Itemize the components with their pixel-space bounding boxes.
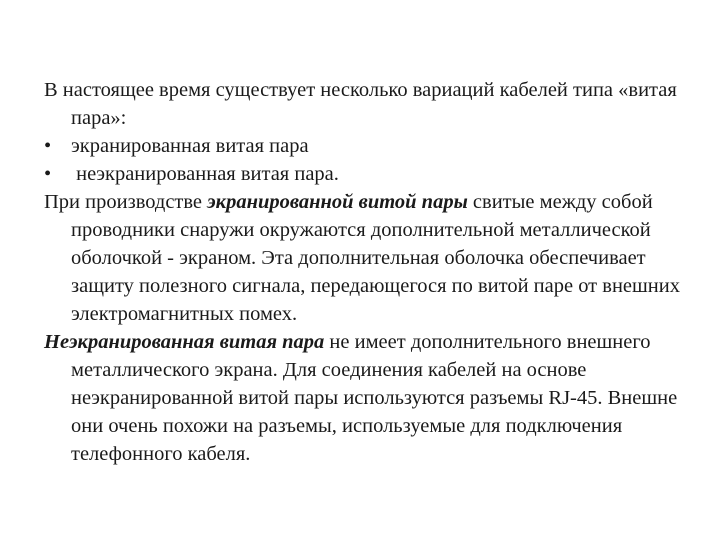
shielded-emphasis: экранированной витой пары xyxy=(207,191,468,213)
shielded-paragraph xyxy=(44,188,694,328)
shielded-rest: свитые между собой проводники снаружи окружаются дополнительной металлической оболочкой - экраном. Эта дополнительная оболочка обеспечивает защиту полезного сигнала, передающегося по витой паре от внешних электромагнитных помех. xyxy=(71,191,680,325)
unshielded-emphasis: Неэкранированная витая пара xyxy=(44,331,325,353)
bullet-icon: • xyxy=(44,135,52,157)
bullet-item-shielded xyxy=(44,132,694,160)
shielded-lead: При производстве xyxy=(44,191,208,213)
bullet-text: экранированная витая пара xyxy=(71,135,309,157)
intro-paragraph xyxy=(44,76,694,132)
slide-body xyxy=(44,76,694,468)
bullet-item-unshielded xyxy=(44,160,694,188)
intro-text: В настоящее время существует несколько вариаций кабелей типа «витая пара»: xyxy=(44,79,677,129)
bullet-text: неэкранированная витая пара. xyxy=(71,163,339,185)
bullet-icon: • xyxy=(44,163,52,185)
unshielded-rest: не имеет дополнительного внешнего металлического экрана. Для соединения кабелей на основе неэкранированной витой пары используются разъемы RJ-45. Внешне они очень похожи на разъемы, используемые для подключения телефонного кабеля. xyxy=(71,331,678,465)
unshielded-paragraph xyxy=(44,328,694,468)
